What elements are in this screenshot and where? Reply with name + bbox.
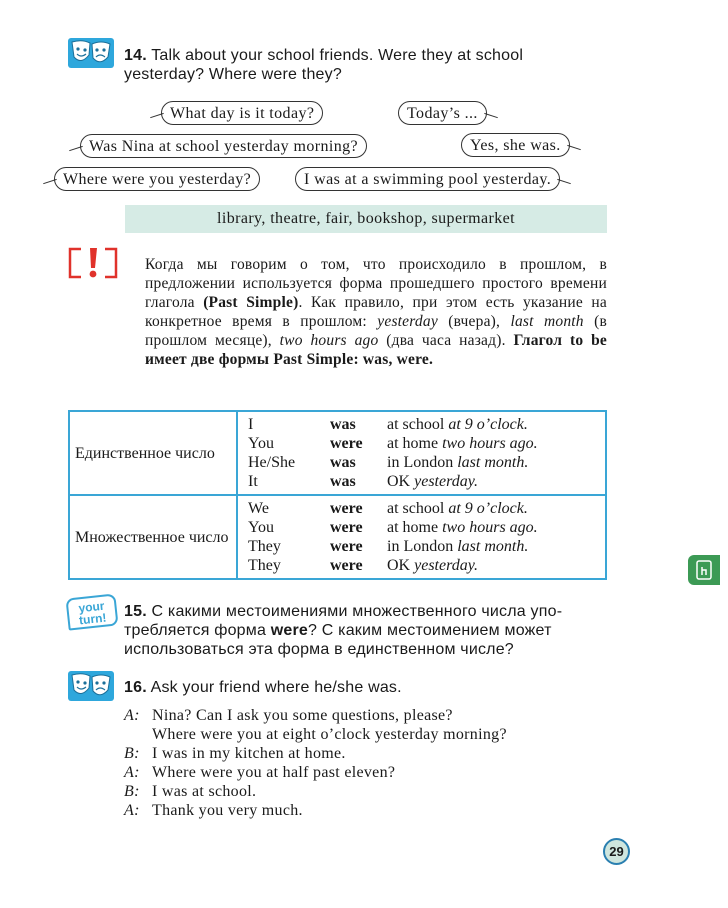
your-turn-badge: your turn! bbox=[65, 593, 118, 630]
theatre-masks-icon bbox=[68, 671, 114, 701]
attention-icon bbox=[67, 246, 119, 285]
theatre-masks-icon bbox=[68, 38, 114, 68]
exercise-15-prompt: 15. С какими местоимениями множественного числа упо- требляется форма were? С каким местоимением может использоваться эта форма в единственном числе? bbox=[124, 603, 563, 658]
speech-bubble: What day is it today? bbox=[161, 101, 323, 125]
table-row: You were at home two hours ago. bbox=[248, 519, 538, 536]
speech-bubble: Yes, she was. bbox=[461, 133, 570, 157]
speech-bubble: I was at a swimming pool yesterday. bbox=[295, 167, 560, 191]
grammar-rule-text: Когда мы говорим о том, что происходило в прошлом, в предложении используется форма прошедшего простого времени глагола (Past Simple). Как правило, при этом есть указание на конкретное время в прошлом: yesterday (вчера), last month (в прошлом месяце), two hours ago (два часа назад). Глагол to be имеет две формы Past Simple: was, were. bbox=[145, 256, 607, 368]
dialog-line: B: I was in my kitchen at home. bbox=[124, 745, 346, 762]
table-row: He/She was in London last month. bbox=[248, 454, 529, 471]
table-row: I was at school at 9 o’clock. bbox=[248, 416, 528, 433]
dialog-line: A: Thank you very much. bbox=[124, 802, 303, 819]
dialog bbox=[124, 706, 507, 820]
plural-label: Множественное число bbox=[69, 495, 237, 579]
exercise-14-prompt: 14. Talk about your school friends. Were they at school yesterday? Where were they? bbox=[124, 47, 524, 83]
speech-bubble: Was Nina at school yesterday morning? bbox=[80, 134, 367, 158]
page-number: 29 bbox=[603, 838, 630, 865]
table-row: They were OK yesterday. bbox=[248, 557, 478, 574]
plural-forms bbox=[237, 495, 606, 579]
speech-bubble: Today’s ... bbox=[398, 101, 487, 125]
table-row: We were at school at 9 o’clock. bbox=[248, 500, 528, 517]
dialog-line: A: Where were you at half past eleven? bbox=[124, 764, 396, 781]
table-row: You were at home two hours ago. bbox=[248, 435, 538, 452]
past-simple-table bbox=[68, 410, 607, 580]
speech-bubble: Where were you yesterday? bbox=[54, 167, 260, 191]
table-row: It was OK yesterday. bbox=[248, 473, 478, 490]
dialog-line: A: Nina? Can I ask you some questions, please? bbox=[124, 707, 453, 724]
singular-label: Единственное число bbox=[69, 411, 237, 495]
table-row: They were in London last month. bbox=[248, 538, 529, 555]
word-box: library, theatre, fair, bookshop, supermarket bbox=[125, 205, 607, 233]
singular-forms bbox=[237, 411, 606, 495]
dialog-line: Where were you at eight o’clock yesterday morning? bbox=[152, 726, 507, 743]
exercise-16-prompt: 16. Ask your friend where he/she was. bbox=[124, 679, 402, 696]
dialog-line: B: I was at school. bbox=[124, 783, 257, 800]
hand-pointer-icon bbox=[688, 555, 720, 585]
side-tab[interactable] bbox=[688, 555, 720, 585]
